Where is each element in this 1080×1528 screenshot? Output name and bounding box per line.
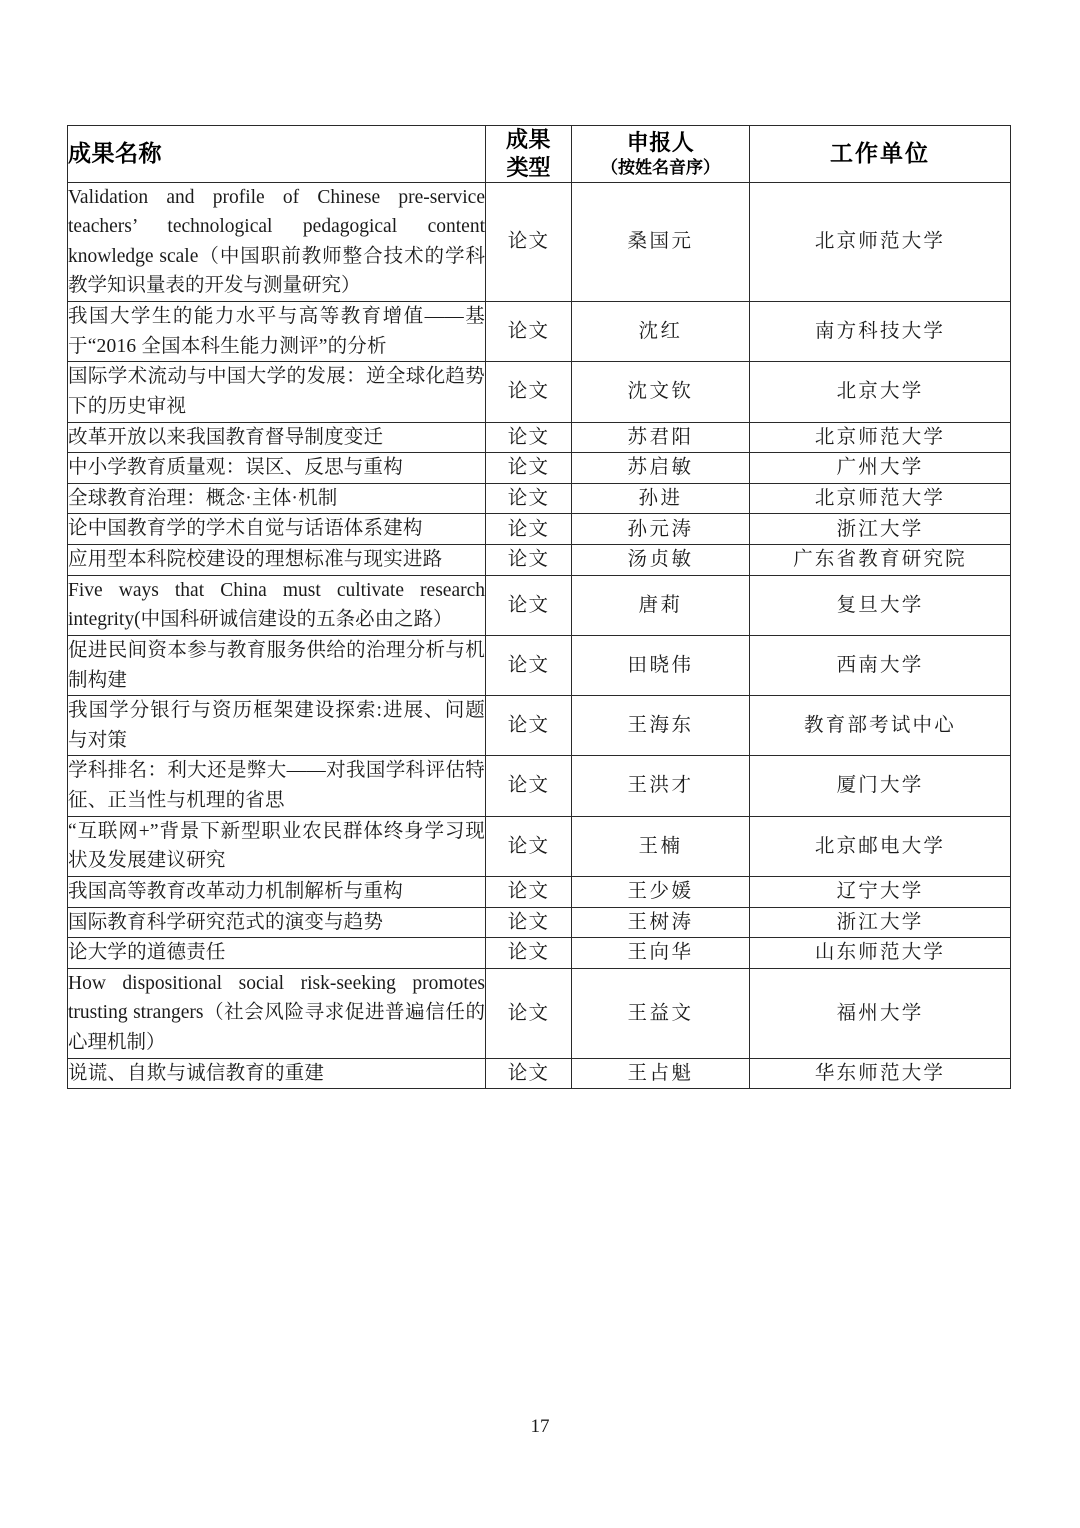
column-header-type-line1: 成果 — [505, 127, 551, 152]
table-row — [68, 422, 1011, 453]
table-row — [68, 1058, 1011, 1089]
cell-title: 全球教育治理：概念·主体·机制 — [68, 483, 486, 514]
cell-applicant: 桑国元 — [572, 182, 750, 302]
cell-organization: 北京师范大学 — [750, 422, 1011, 453]
table-body — [68, 182, 1011, 1089]
cell-type: 论文 — [486, 696, 572, 756]
cell-organization: 北京师范大学 — [750, 483, 1011, 514]
column-header-title: 成果名称 — [68, 126, 486, 183]
cell-applicant: 王占魁 — [572, 1058, 750, 1089]
cell-title: 应用型本科院校建设的理想标准与现实进路 — [68, 545, 486, 576]
cell-applicant: 王洪才 — [572, 756, 750, 816]
table-row — [68, 453, 1011, 484]
table-row — [68, 756, 1011, 816]
cell-organization: 复旦大学 — [750, 575, 1011, 635]
table-row — [68, 876, 1011, 907]
cell-organization: 西南大学 — [750, 635, 1011, 695]
cell-organization: 北京大学 — [750, 362, 1011, 422]
cell-organization: 教育部考试中心 — [750, 696, 1011, 756]
cell-organization: 广州大学 — [750, 453, 1011, 484]
cell-applicant: 田晓伟 — [572, 635, 750, 695]
table-row — [68, 483, 1011, 514]
cell-title: 改革开放以来我国教育督导制度变迁 — [68, 422, 486, 453]
table-row — [68, 575, 1011, 635]
cell-type: 论文 — [486, 907, 572, 938]
cell-title: 国际学术流动与中国大学的发展：逆全球化趋势下的历史审视 — [68, 362, 486, 422]
cell-type: 论文 — [486, 545, 572, 576]
table-row — [68, 302, 1011, 362]
cell-title: 学科排名：利大还是弊大——对我国学科评估特征、正当性与机理的省思 — [68, 756, 486, 816]
cell-type: 论文 — [486, 575, 572, 635]
cell-title: 促进民间资本参与教育服务供给的治理分析与机制构建 — [68, 635, 486, 695]
cell-title: Validation and profile of Chinese pre-service teachers’ technological pedagogical content knowledge scale（中国职前教师整合技术的学科教学知识量表的开发与测量研究） — [68, 182, 486, 302]
cell-applicant: 孙元涛 — [572, 514, 750, 545]
table-row — [68, 696, 1011, 756]
column-header-organization: 工作单位 — [750, 126, 1011, 183]
cell-title: 我国大学生的能力水平与高等教育增值——基于“2016 全国本科生能力测评”的分析 — [68, 302, 486, 362]
cell-title: Five ways that China must cultivate research integrity(中国科研诚信建设的五条必由之路） — [68, 575, 486, 635]
cell-type: 论文 — [486, 816, 572, 876]
cell-applicant: 沈红 — [572, 302, 750, 362]
cell-organization: 华东师范大学 — [750, 1058, 1011, 1089]
table-row — [68, 635, 1011, 695]
cell-applicant: 王树涛 — [572, 907, 750, 938]
cell-organization: 南方科技大学 — [750, 302, 1011, 362]
column-header-applicant — [572, 126, 750, 183]
cell-applicant: 苏启敏 — [572, 453, 750, 484]
cell-applicant: 王少媛 — [572, 876, 750, 907]
cell-applicant: 沈文钦 — [572, 362, 750, 422]
cell-type: 论文 — [486, 876, 572, 907]
column-header-applicant-line2: （按姓名音序） — [601, 158, 720, 178]
cell-organization: 山东师范大学 — [750, 938, 1011, 969]
cell-type: 论文 — [486, 756, 572, 816]
cell-organization: 辽宁大学 — [750, 876, 1011, 907]
cell-organization: 厦门大学 — [750, 756, 1011, 816]
cell-type: 论文 — [486, 514, 572, 545]
cell-title: 我国学分银行与资历框架建设探索:进展、问题与对策 — [68, 696, 486, 756]
cell-applicant: 唐莉 — [572, 575, 750, 635]
cell-title: 我国高等教育改革动力机制解析与重构 — [68, 876, 486, 907]
cell-type: 论文 — [486, 483, 572, 514]
results-table-container — [67, 125, 1010, 1089]
cell-applicant: 王海东 — [572, 696, 750, 756]
page-number: 17 — [530, 1416, 550, 1437]
cell-organization: 浙江大学 — [750, 514, 1011, 545]
table-row — [68, 968, 1011, 1058]
cell-title: 论中国教育学的学术自觉与话语体系建构 — [68, 514, 486, 545]
cell-applicant: 王向华 — [572, 938, 750, 969]
cell-type: 论文 — [486, 302, 572, 362]
table-header-row — [68, 126, 1011, 183]
cell-applicant: 苏君阳 — [572, 422, 750, 453]
cell-applicant: 汤贞敏 — [572, 545, 750, 576]
cell-type: 论文 — [486, 182, 572, 302]
cell-title: 说谎、自欺与诚信教育的重建 — [68, 1058, 486, 1089]
column-header-type — [486, 126, 572, 183]
cell-type: 论文 — [486, 635, 572, 695]
cell-applicant: 王楠 — [572, 816, 750, 876]
cell-type: 论文 — [486, 453, 572, 484]
cell-title: 国际教育科学研究范式的演变与趋势 — [68, 907, 486, 938]
cell-organization: 福州大学 — [750, 968, 1011, 1058]
cell-organization: 广东省教育研究院 — [750, 545, 1011, 576]
column-header-type-line2: 类型 — [506, 155, 551, 181]
cell-title: “互联网+”背景下新型职业农民群体终身学习现状及发展建议研究 — [68, 816, 486, 876]
cell-applicant: 王益文 — [572, 968, 750, 1058]
table-row — [68, 545, 1011, 576]
cell-organization: 北京邮电大学 — [750, 816, 1011, 876]
cell-type: 论文 — [486, 362, 572, 422]
table-row — [68, 182, 1011, 302]
cell-type: 论文 — [486, 1058, 572, 1089]
table-row — [68, 938, 1011, 969]
table-row — [68, 362, 1011, 422]
cell-type: 论文 — [486, 968, 572, 1058]
cell-organization: 浙江大学 — [750, 907, 1011, 938]
column-header-applicant-line1: 申报人 — [626, 130, 695, 156]
cell-applicant: 孙进 — [572, 483, 750, 514]
cell-organization: 北京师范大学 — [750, 182, 1011, 302]
cell-title: How dispositional social risk-seeking promotes trusting strangers（社会风险寻求促进普遍信任的心理机制） — [68, 968, 486, 1058]
cell-title: 论大学的道德责任 — [68, 938, 486, 969]
table-header — [68, 126, 1011, 183]
cell-type: 论文 — [486, 422, 572, 453]
table-row — [68, 816, 1011, 876]
cell-title: 中小学教育质量观：误区、反思与重构 — [68, 453, 486, 484]
table-row — [68, 907, 1011, 938]
achievements-table — [67, 125, 1011, 1089]
cell-type: 论文 — [486, 938, 572, 969]
table-row — [68, 514, 1011, 545]
